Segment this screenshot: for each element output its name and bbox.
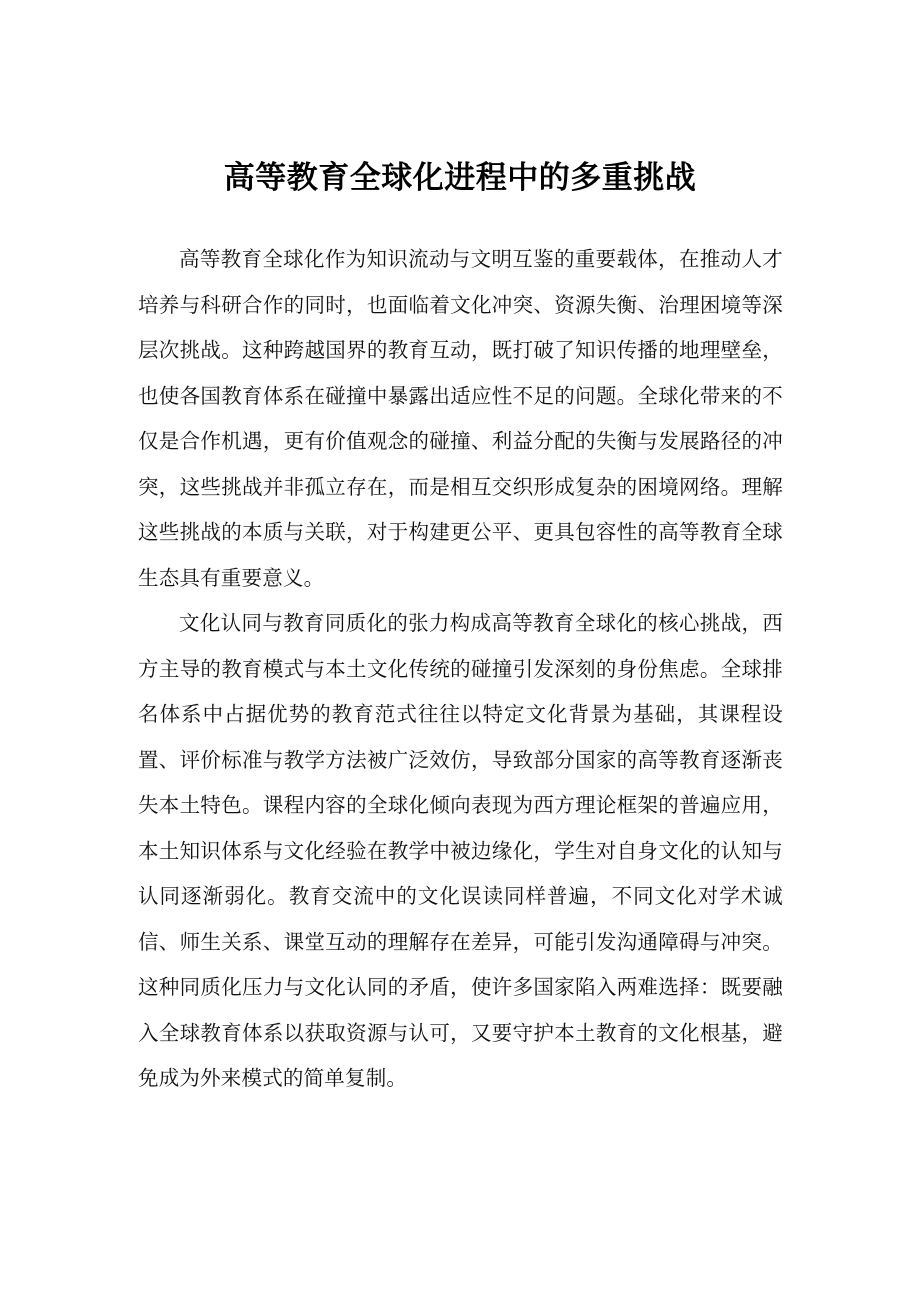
- document-title: 高等教育全球化进程中的多重挑战: [223, 160, 697, 196]
- document-body: [138, 237, 783, 1102]
- paragraph-1: 高等教育全球化作为知识流动与文明互鉴的重要载体，在推动人才培养与科研合作的同时，也面临着文化冲突、资源失衡、治理困境等深层次挑战。这种跨越国界的教育互动，既打破了知识传播的地理壁垒，也使各国教育体系在碰撞中暴露出适应性不足的问题。全球化带来的不仅是合作机遇，更有价值观念的碰撞、利益分配的失衡与发展路径的冲突，这些挑战并非孤立存在，而是相互交织形成复杂的困境网络。理解这些挑战的本质与关联，对于构建更公平、更具包容性的高等教育全球生态具有重要意义。: [138, 247, 783, 590]
- paragraph-2: 文化认同与教育同质化的张力构成高等教育全球化的核心挑战，西方主导的教育模式与本土文化传统的碰撞引发深刻的身份焦虑。全球排名体系中占据优势的教育范式往往以特定文化背景为基础，其课程设置、评价标准与教学方法被广泛效仿，导致部分国家的高等教育逐渐丧失本土特色。课程内容的全球化倾向表现为西方理论框架的普遍应用，本土知识体系与文化经验在教学中被边缘化，学生对自身文化的认知与认同逐渐弱化。教育交流中的文化误读同样普遍，不同文化对学术诚信、师生关系、课堂互动的理解存在差异，可能引发沟通障碍与冲突。这种同质化压力与文化认同的矛盾，使许多国家陷入两难选择：既要融入全球教育体系以获取资源与认可，又要守护本土教育的文化根基，避免成为外来模式的简单复制。: [138, 611, 783, 1090]
